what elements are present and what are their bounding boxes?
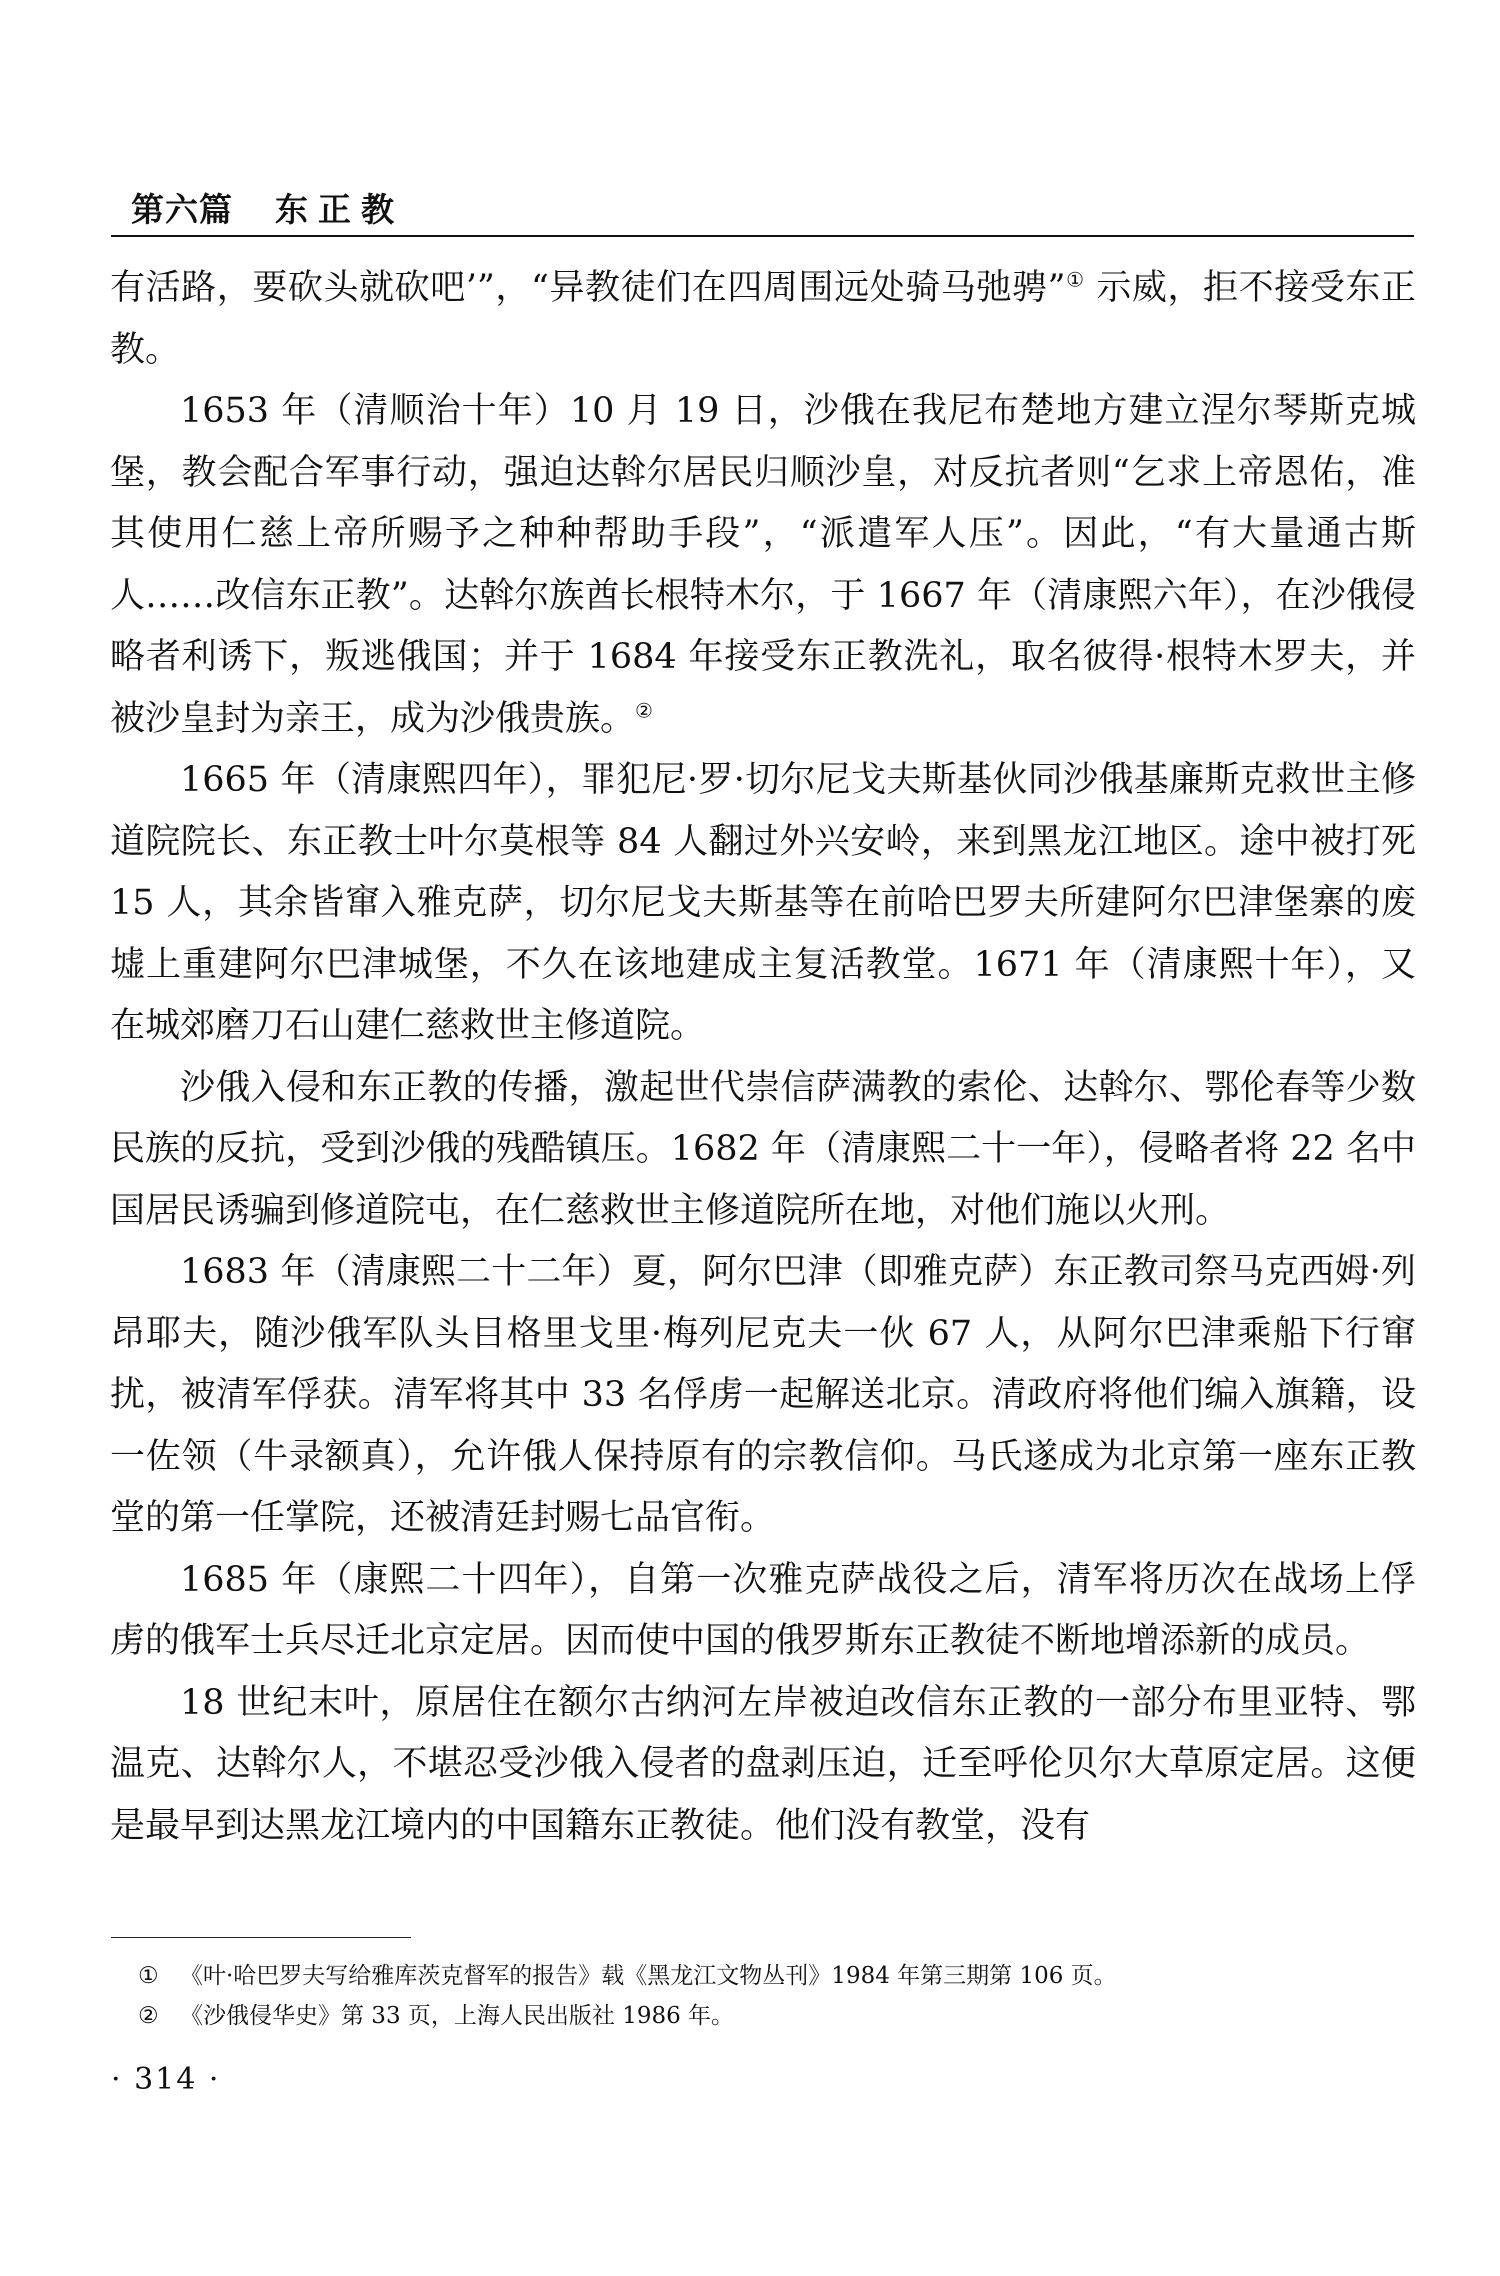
paragraph — [110, 1058, 1416, 1243]
footnote-reference: ① — [1065, 267, 1085, 292]
page-number: · 314 · — [111, 2062, 221, 2097]
paragraph — [110, 1242, 1416, 1550]
paragraph — [110, 381, 1416, 750]
footnote-mark: ② — [138, 2003, 159, 2029]
paragraph — [110, 1673, 1416, 1858]
footnote-text: 《叶·哈巴罗夫写给雅库茨克督军的报告》载《黑龙江文物丛刊》1984 年第三期第 106 页。 — [180, 1963, 1117, 1989]
section-label: 第六篇 — [131, 190, 233, 229]
paragraph-text: 1685 年（康熙二十四年），自第一次雅克萨战役之后，清军将历次在战场上俘虏的俄军士兵尽迁北京定居。因而使中国的俄罗斯东正教徒不断地增添新的成员。 — [110, 1559, 1416, 1661]
footnote-rule — [111, 1937, 411, 1938]
section-title: 东正教 — [275, 190, 404, 229]
footnotes — [138, 1956, 1338, 2036]
footnote — [138, 1996, 1338, 2036]
footnote — [138, 1956, 1338, 1996]
paragraph-text: 18 世纪末叶，原居住在额尔古纳河左岸被迫改信东正教的一部分布里亚特、鄂温克、达斡尔人，不堪忍受沙俄入侵者的盘剥压迫，迁至呼伦贝尔大草原定居。这便是最早到达黑龙江境内的中国籍东正教徒。他们没有教堂，没有 — [110, 1682, 1416, 1846]
paragraph-text: 1665 年（清康熙四年），罪犯尼·罗·切尔尼戈夫斯基伙同沙俄基廉斯克救世主修道院院长、东正教士叶尔莫根等 84 人翻过外兴安岭，来到黑龙江地区。途中被打死 15 人，其余皆窜入雅克萨，切尔尼戈夫斯基等在前哈巴罗夫所建阿尔巴津堡寨的废墟上重建阿尔巴津城堡，不久在该地建成主复活教堂。1671 年（清康熙十年），又在城郊磨刀石山建仁慈救世主修道院。 — [110, 760, 1416, 1046]
paragraph — [110, 1550, 1416, 1673]
footnote-reference: ② — [635, 697, 653, 722]
paragraph-text: 示威，拒不接受东正教。 — [110, 268, 1416, 370]
running-header — [131, 184, 404, 231]
header-rule — [111, 235, 1414, 237]
paragraph — [110, 258, 1416, 381]
footnote-text: 《沙俄侵华史》第 33 页，上海人民出版社 1986 年。 — [180, 2003, 735, 2029]
paragraph — [110, 750, 1416, 1058]
paragraph-text: 有活路，要砍头就砍吧’”，“异教徒们在四周围远处骑马弛骋” — [110, 268, 1066, 308]
body-text — [110, 258, 1416, 1857]
paragraph-text: 1653 年（清顺治十年）10 月 19 日，沙俄在我尼布楚地方建立涅尔琴斯克城堡，教会配合军事行动，强迫达斡尔居民归顺沙皇，对反抗者则“乞求上帝恩佑，准其使用仁慈上帝所赐予之种种帮助手段”，“派遣军人压”。因此，“有大量通古斯人……改信东正教”。达斡尔族酋长根特木尔，于 1667 年（清康熙六年），在沙俄侵略者利诱下，叛逃俄国；并于 1684 年接受东正教洗礼，取名彼得·根特木罗夫，并被沙皇封为亲王，成为沙俄贵族。 — [110, 391, 1416, 739]
footnote-mark: ① — [138, 1963, 159, 1989]
paragraph-text: 1683 年（清康熙二十二年）夏，阿尔巴津（即雅克萨）东正教司祭马克西姆·列昂耶夫，随沙俄军队头目格里戈里·梅列尼克夫一伙 67 人，从阿尔巴津乘船下行窜扰，被清军俘获。清军将其中 33 名俘虏一起解送北京。清政府将他们编入旗籍，设一佐领（牛录额真），允许俄人保持原有的宗教信仰。马氏遂成为北京第一座东正教堂的第一任掌院，还被清廷封赐七品官衔。 — [110, 1252, 1416, 1538]
paragraph-text: 沙俄入侵和东正教的传播，激起世代崇信萨满教的索伦、达斡尔、鄂伦春等少数民族的反抗，受到沙俄的残酷镇压。1682 年（清康熙二十一年），侵略者将 22 名中国居民诱骗到修道院屯，在仁慈救世主修道院所在地，对他们施以火刑。 — [110, 1067, 1416, 1231]
